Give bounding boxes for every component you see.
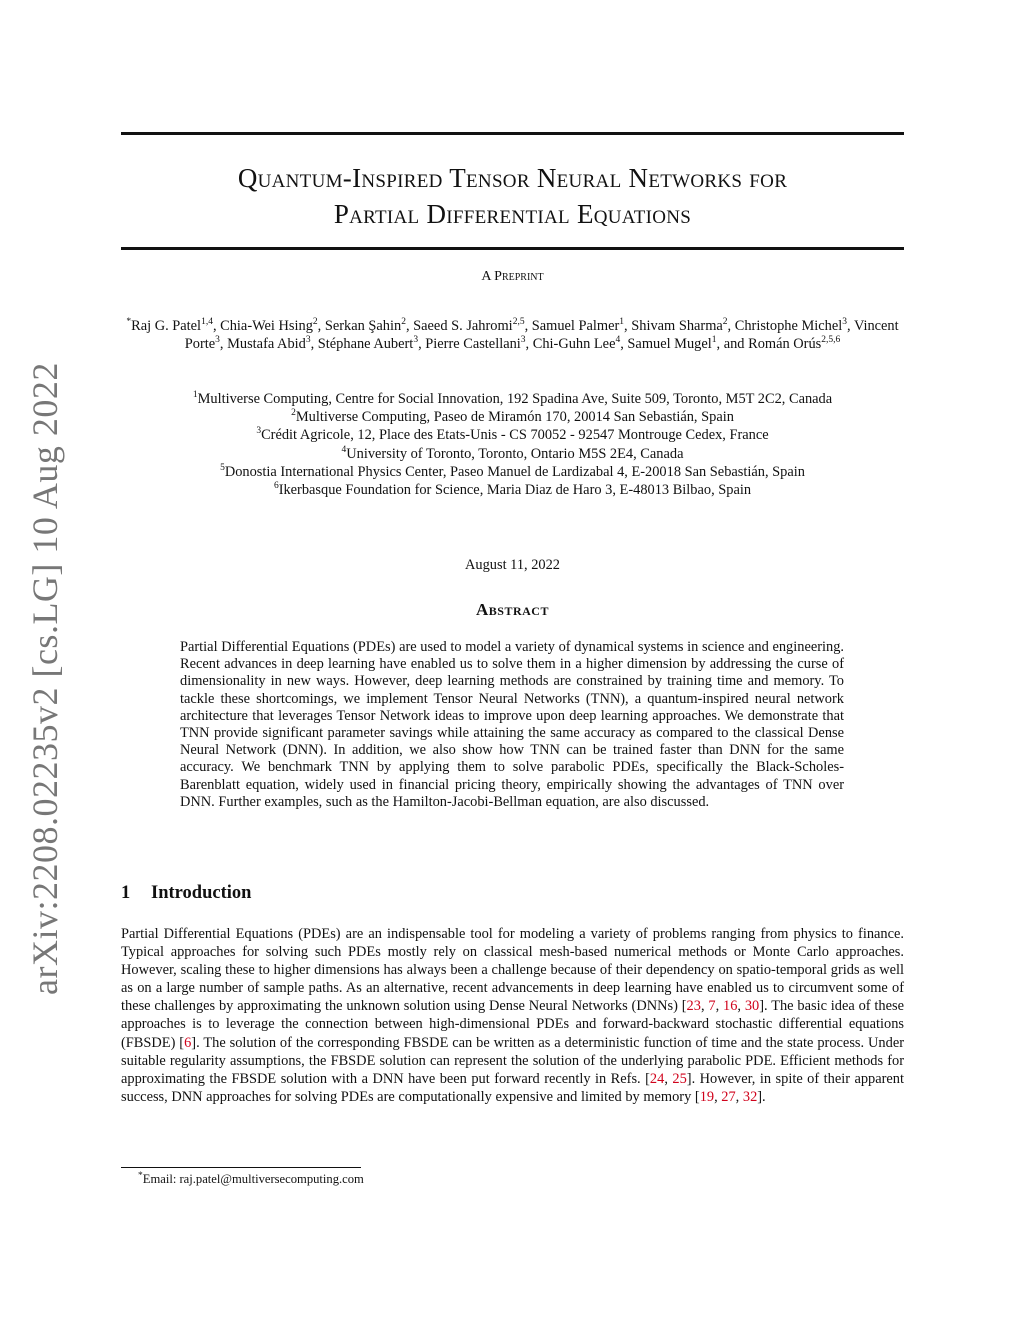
affiliation-number: 3 — [256, 426, 262, 437]
footnote-mark: * — [138, 1170, 143, 1181]
author-name: Pierre Castellani — [425, 336, 521, 352]
author-name: Shivam Sharma — [631, 318, 723, 334]
author-name: Chia-Wei Hsing — [220, 318, 313, 334]
citation-link[interactable]: 30 — [744, 998, 760, 1015]
author-name: Samuel Palmer — [531, 318, 620, 334]
author-affiliation-mark: 3 — [842, 317, 847, 328]
author — [325, 318, 406, 334]
affiliation — [121, 445, 904, 463]
affiliation — [121, 463, 904, 481]
affiliation-text: Multiverse Computing, Paseo de Miramón 170, 20014 San Sebastián, Spain — [295, 409, 734, 426]
author-corresponding-mark: * — [126, 317, 132, 328]
citation-link[interactable]: 16 — [723, 998, 738, 1015]
introduction-paragraph: Partial Differential Equations (PDEs) are an indispensable tool for modeling a variety of problems ranging from physics to finance. Typical approaches for solving such PDEs mostly rely on classical mesh-based numerical methods or Monte Carlo approaches. However, scaling these to higher dimensions has always been a challenge because of their dependency on spatio-temporal grids as well as on a large number of sample paths. As an alternative, recent advancements in deep learning have enabled us to circumvent some of these challenges by approximating the unknown solution using Dense Neural Networks (DNNs) [23, 7, 16, 30]. The basic idea of these approaches is to leverage the connection between high-dimensional PDEs and forward-backward stochastic differential equations (FBSDE) [6]. The solution of the corresponding FBSDE can be written as a deterministic function of time and the state process. Under suitable regularity assumptions, the FBSDE solution can represent the solution of the underlying parabolic PDE. Efficient methods for approximating the FBSDE solution with a DNN have been put forward recently in Refs. [24, 25]. However, in spite of their apparent success, DNN approaches for solving PDEs are computationally expensive and limited by memory [19, 27, 32]. — [121, 926, 904, 1105]
author-affiliation-mark: 2 — [312, 317, 318, 328]
author — [627, 336, 716, 352]
affiliation-text: Donostia International Physics Center, Paseo Manuel de Lardizabal 4, E-20018 San Sebastián, Spain — [224, 463, 805, 480]
affiliation-number: 5 — [220, 463, 225, 474]
author — [735, 318, 847, 334]
author-name: Chi-Guhn Lee — [532, 336, 616, 352]
title-line-1: Quantum-Inspired Tensor Neural Networks for — [237, 163, 788, 193]
author-affiliation-mark: 3 — [305, 335, 311, 346]
title-bottom-rule — [121, 247, 904, 250]
arxiv-identifier-stamp: arXiv:2208.02235v2 [cs.LG] 10 Aug 2022 — [25, 362, 65, 995]
author — [318, 336, 418, 352]
author-name: Mustafa Abid — [227, 336, 306, 352]
affiliation — [121, 426, 904, 444]
paper-title — [121, 160, 904, 232]
citation-link[interactable]: 24 — [649, 1070, 665, 1087]
title-top-rule — [121, 132, 904, 135]
footnote-rule — [121, 1167, 361, 1168]
affiliation-list — [121, 390, 904, 499]
author — [220, 318, 318, 334]
author-affiliation-mark: 2,5 — [512, 317, 525, 328]
section-heading-introduction — [121, 883, 251, 904]
citation-link[interactable]: 6 — [184, 1034, 192, 1051]
affiliation-number: 6 — [273, 481, 279, 492]
affiliation-number: 2 — [291, 408, 296, 419]
author — [532, 318, 624, 334]
citation-link[interactable]: 25 — [672, 1070, 687, 1087]
author — [126, 318, 213, 334]
abstract-heading: Abstract — [476, 600, 549, 619]
affiliation — [121, 481, 904, 499]
affiliation-text: Ikerbasque Foundation for Science, Maria Diaz de Haro 3, E-48013 Bilbao, Spain — [278, 482, 752, 499]
affiliation — [121, 390, 904, 408]
author — [533, 336, 620, 352]
author — [425, 336, 525, 352]
author-affiliation-mark: 1 — [619, 317, 625, 328]
citation-link[interactable]: 32 — [742, 1088, 758, 1105]
abstract-text: Partial Differential Equations (PDEs) are used to model a variety of dynamical systems in science and engineering. Recent advances in deep learning have enabled us to solve them in a higher dimension by addressing the curse of dimensionality in new ways. However, deep learning methods are constrained by training time and memory. To tackle these shortcomings, we implement Tensor Neural Networks (TNN), a quantum-inspired neural network architecture that leverages Tensor Network ideas to improve upon deep learning approaches. We demonstrate that TNN provide significant parameter savings while attaining the same accuracy as compared to the classical Dense Neural Network (DNN). In addition, we also show how TNN can be trained faster than DNN for the same accuracy. We benchmark TNN by applying them to solve parabolic PDEs, specifically the Black-Scholes-Barenblatt equation, widely used in financial pricing theory, empirically showing the advantages of TNN over DNN. Further examples, such as the Hamilton-Jacobi-Bellman equation, are also discussed. — [180, 639, 844, 810]
author-affiliation-mark: 1,4 — [201, 317, 213, 328]
section-title: Introduction — [151, 883, 252, 903]
author-affiliation-mark: 2,5,6 — [821, 335, 841, 346]
author-affiliation-mark: 2 — [401, 317, 406, 328]
footnote-text: Email: raj.patel@multiversecomputing.com — [142, 1172, 364, 1186]
author-name: Stéphane Aubert — [317, 336, 414, 352]
affiliation-text: Multiverse Computing, Centre for Social Innovation, 192 Spadina Ave, Suite 509, Toronto, M5T 2C2, Canada — [197, 391, 833, 407]
affiliation — [121, 408, 904, 426]
author-name: Serkan Şahin — [324, 318, 402, 334]
author-name: Christophe Michel — [734, 318, 843, 334]
author-name: Román Orús — [748, 336, 822, 352]
author-affiliation-mark: 3 — [413, 335, 419, 346]
citation-link[interactable]: 23 — [686, 998, 701, 1015]
preprint-label: A Preprint — [481, 269, 544, 284]
author-affiliation-mark: 3 — [520, 335, 526, 346]
affiliation-text: University of Toronto, Toronto, Ontario M5S 2E4, Canada — [346, 445, 684, 462]
citation-link[interactable]: 19 — [699, 1088, 715, 1105]
affiliation-text: Crédit Agricole, 12, Place des Etats-Unis - CS 70052 - 92547 Montrouge Cedex, France — [261, 427, 769, 444]
author-name: Vincent Porte — [184, 318, 899, 352]
author-affiliation-mark: 4 — [615, 335, 621, 346]
title-line-2: Partial Differential Equations — [333, 199, 692, 229]
section-number: 1 — [121, 883, 131, 903]
author-affiliation-mark: 2 — [722, 317, 728, 328]
author — [748, 336, 840, 352]
affiliation-number: 1 — [192, 390, 198, 401]
author-affiliation-mark: 1 — [711, 335, 717, 346]
author-affiliation-mark: 3 — [215, 335, 220, 346]
citation-link[interactable]: 7 — [708, 998, 716, 1015]
author-list: *Raj G. Patel$^{1,4}$, Chia-Wei Hsing$^2$, Serkan Şahin$^2$, Saeed S. Jahromi$^{2,5}$, Samuel Palmer$^1$, Shivam Sharma$^2$, Christophe Michel$^3$, Vincent Porte$^3$, Mustafa Abid$^3$, Stéphane Aubert$^3$, Pierre Castellani$^3$, Chi-Guhn Lee$^4$, Samuel Mugel$^1$, and Román Orús$^{2,5,6}$ — [126, 317, 899, 352]
citation-link[interactable]: 27 — [721, 1088, 736, 1105]
author — [227, 336, 311, 352]
author-name: Raj G. Patel — [131, 318, 202, 334]
paper-date: August 11, 2022 — [464, 557, 560, 573]
footnote — [138, 1172, 364, 1187]
author-name: Saeed S. Jahromi — [413, 318, 513, 334]
affiliation-number: 4 — [341, 444, 347, 455]
author-name: Samuel Mugel — [627, 336, 712, 352]
author — [413, 318, 524, 334]
author — [631, 318, 727, 334]
